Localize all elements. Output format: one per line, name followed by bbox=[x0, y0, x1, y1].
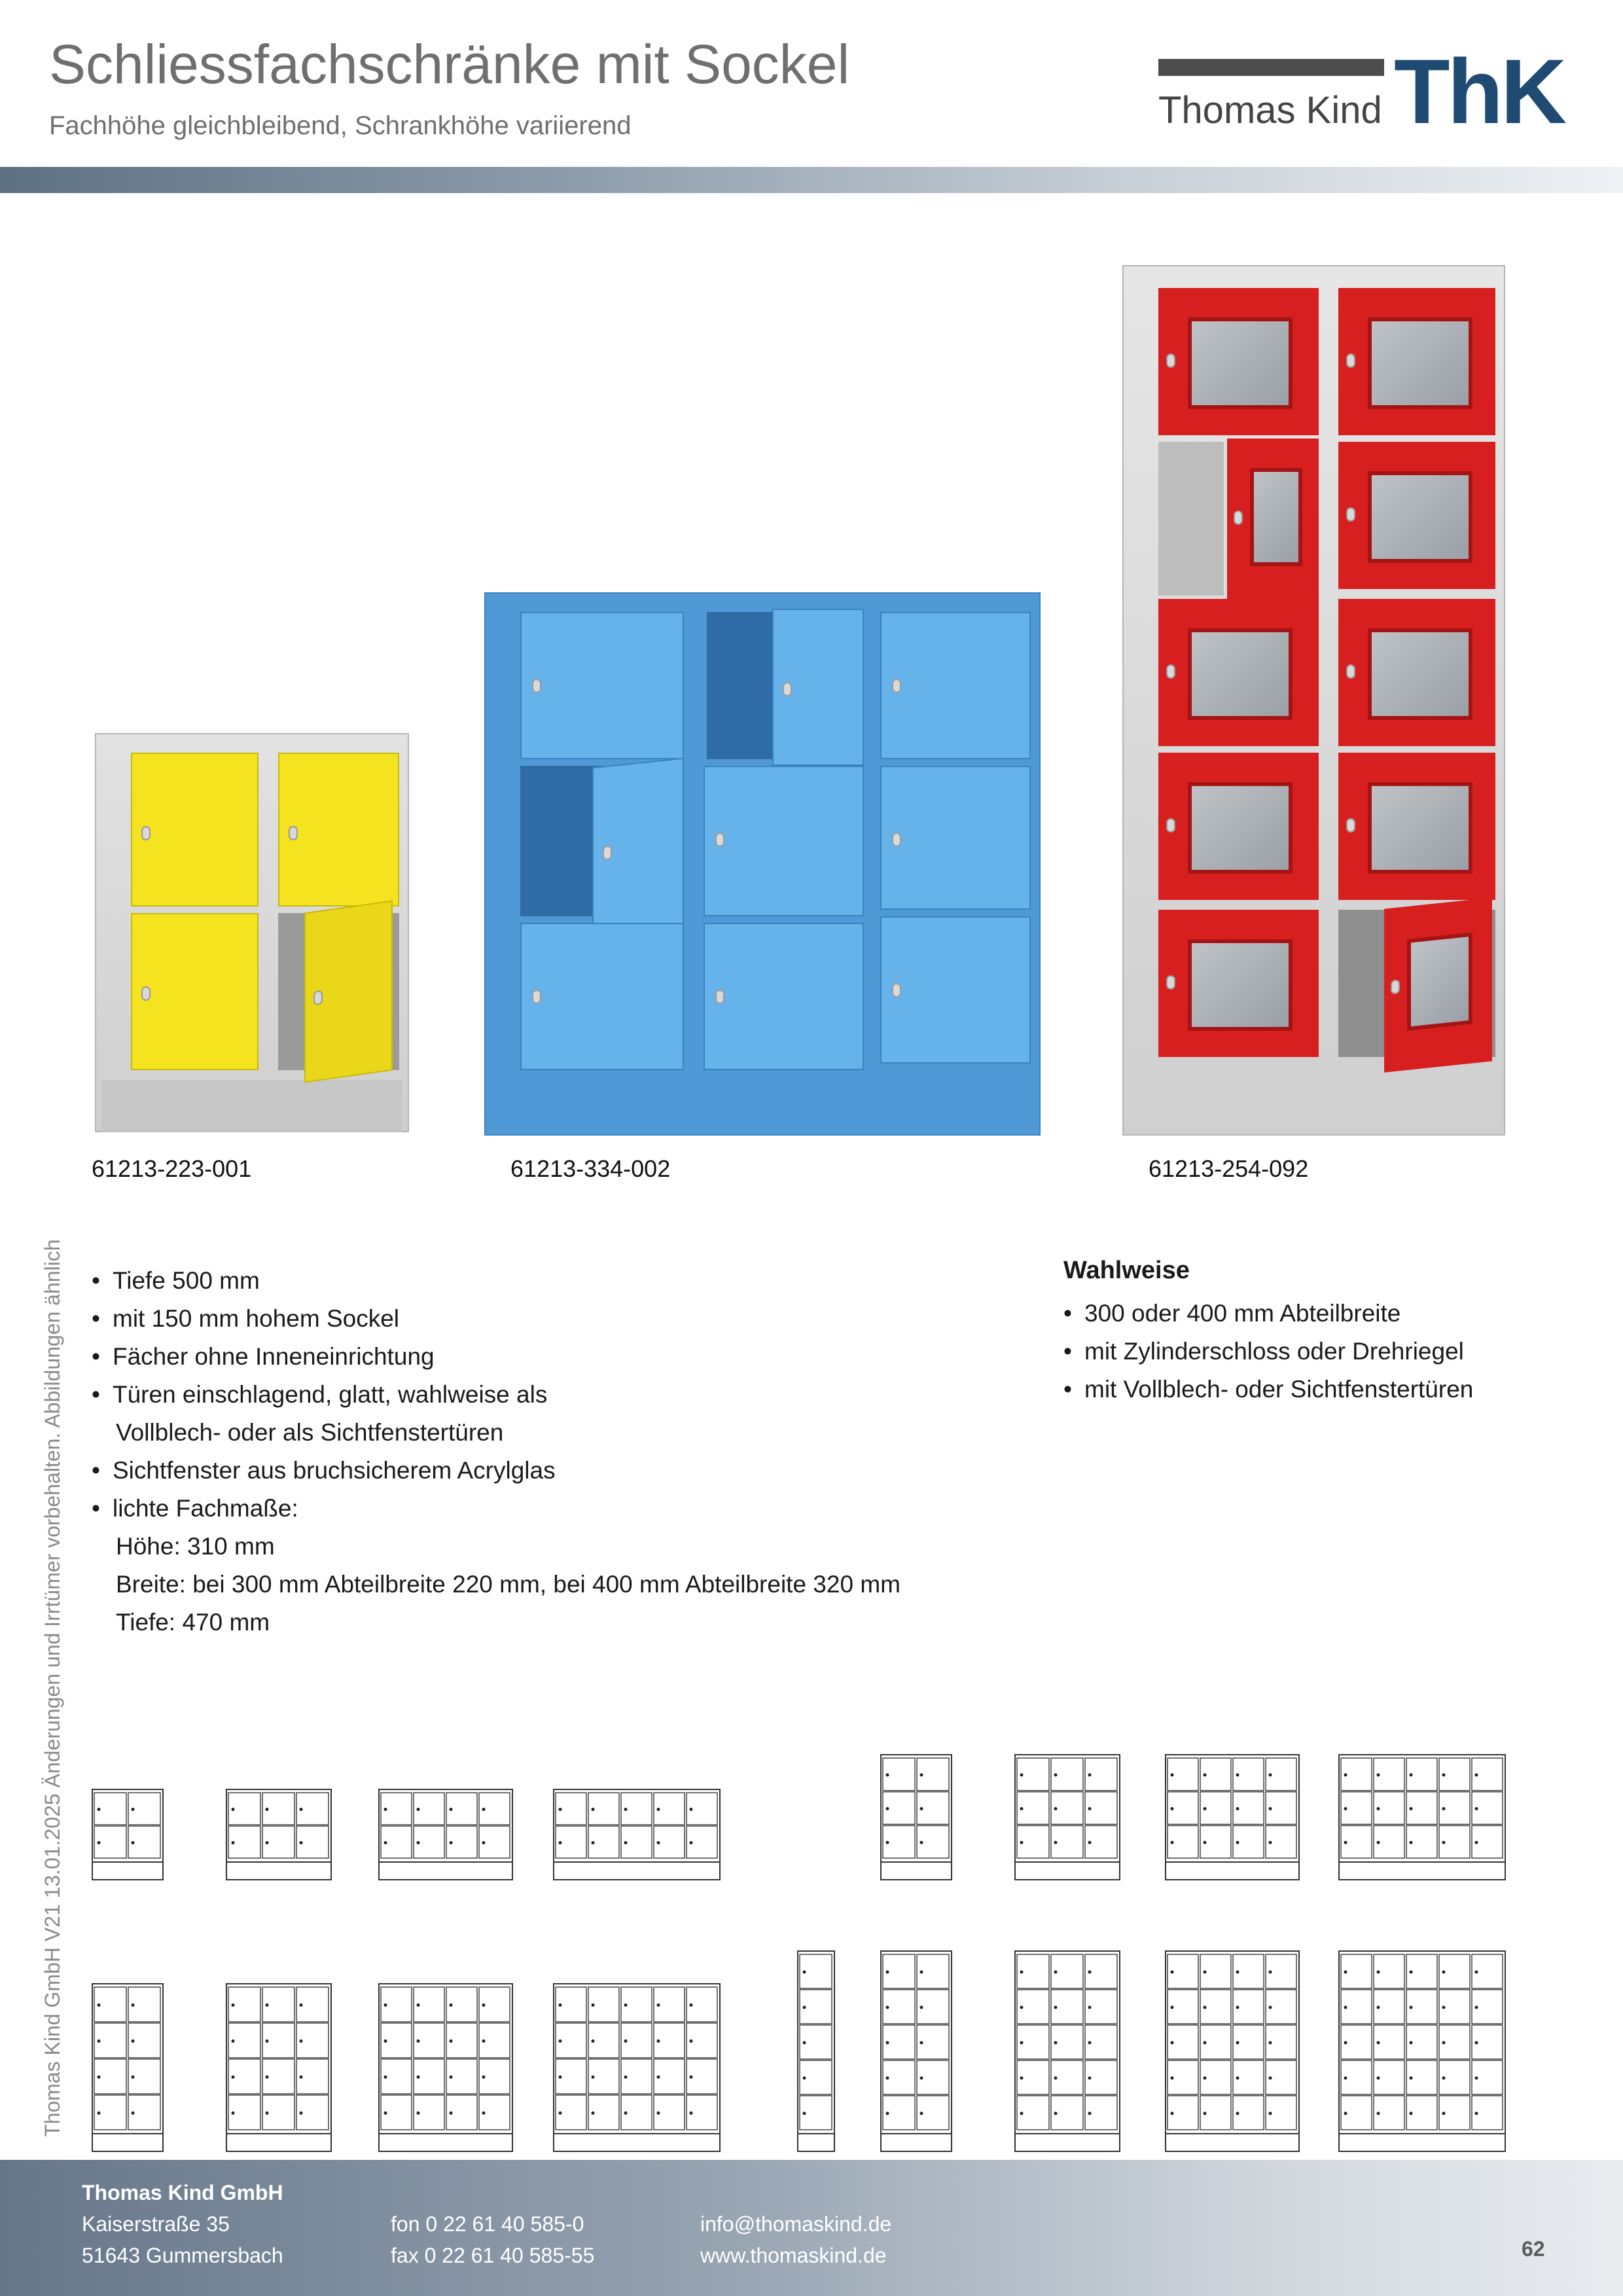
optional-heading: Wahlweise bbox=[1063, 1257, 1190, 1284]
locker-door bbox=[880, 766, 1031, 910]
feature-subitem: Breite: bei 300 mm Abteilbreite 220 mm, bei 400 mm Abteilbreite 320 mm bbox=[116, 1571, 901, 1598]
optional-item: • mit Zylinderschloss oder Drehriegel bbox=[1063, 1333, 1473, 1371]
product-image-red-locker bbox=[1122, 265, 1505, 1136]
locker-line-drawing bbox=[1165, 1950, 1300, 2152]
locker-door-window bbox=[1338, 599, 1495, 746]
locker-door-window bbox=[1158, 288, 1319, 435]
locker-door bbox=[278, 753, 399, 906]
locker-line-drawing bbox=[1165, 1754, 1300, 1880]
locker-line-drawing bbox=[226, 1789, 332, 1880]
locker-door bbox=[131, 913, 259, 1070]
locker-door-window-open bbox=[1384, 897, 1492, 1072]
feature-item: • Türen einschlagend, glatt, wahlweise als bbox=[92, 1376, 901, 1414]
footer-email-link[interactable]: info@thomaskind.de bbox=[700, 2212, 892, 2236]
page-number: 62 bbox=[1522, 2237, 1545, 2261]
logo-mark: ThK bbox=[1394, 40, 1565, 143]
header-gradient-band bbox=[0, 167, 1623, 193]
locker-door-open bbox=[592, 758, 684, 941]
locker-door bbox=[131, 753, 259, 906]
footer-web-link[interactable]: www.thomaskind.de bbox=[700, 2244, 887, 2267]
product-code: 61213-223-001 bbox=[92, 1155, 252, 1182]
product-code: 61213-334-002 bbox=[510, 1155, 671, 1182]
product-image-yellow-locker bbox=[95, 733, 409, 1132]
locker-line-drawing bbox=[553, 1789, 721, 1880]
feature-subitem: Höhe: 310 mm bbox=[116, 1533, 275, 1560]
feature-subitem: Tiefe: 470 mm bbox=[116, 1609, 270, 1636]
locker-door-window-open bbox=[1227, 439, 1319, 602]
feature-item: • Sichtfenster aus bruchsicherem Acrylglas bbox=[92, 1452, 901, 1490]
page-subtitle: Fachhöhe gleichbleibend, Schrankhöhe variierend bbox=[49, 111, 632, 140]
footer-company: Thomas Kind GmbH bbox=[82, 2181, 283, 2204]
locker-line-drawing bbox=[92, 1789, 164, 1880]
feature-list bbox=[92, 1262, 901, 1641]
locker-door-window bbox=[1338, 288, 1495, 435]
optional-item: • 300 oder 400 mm Abteilbreite bbox=[1063, 1295, 1473, 1333]
locker-door-window bbox=[1158, 753, 1319, 900]
locker-line-drawing bbox=[378, 1789, 513, 1880]
logo-company-name: Thomas Kind bbox=[1158, 89, 1382, 132]
locker-door bbox=[704, 766, 864, 916]
locker-door-open bbox=[304, 901, 393, 1083]
locker-door-window bbox=[1158, 910, 1319, 1057]
locker-line-drawing bbox=[1014, 1950, 1120, 2152]
feature-item: • lichte Fachmaße: bbox=[92, 1490, 901, 1528]
locker-line-drawing bbox=[1014, 1754, 1120, 1880]
feature-item: • Fächer ohne Inneneinrichtung bbox=[92, 1338, 901, 1376]
locker-door bbox=[704, 923, 864, 1070]
locker-door bbox=[520, 923, 684, 1070]
feature-item: • Tiefe 500 mm bbox=[92, 1262, 901, 1300]
locker-door bbox=[880, 612, 1031, 759]
locker-line-drawing bbox=[1338, 1754, 1506, 1880]
locker-line-drawing bbox=[797, 1950, 835, 2152]
optional-list bbox=[1063, 1295, 1473, 1408]
footer-fax: fax 0 22 61 40 585-55 bbox=[391, 2244, 595, 2267]
locker-line-drawing bbox=[1338, 1950, 1506, 2152]
logo-bar bbox=[1158, 59, 1384, 76]
locker-door-window bbox=[1338, 753, 1495, 900]
locker-door-window bbox=[1158, 599, 1319, 746]
locker-line-drawing bbox=[880, 1754, 952, 1880]
locker-line-drawing bbox=[553, 1983, 721, 2152]
product-code: 61213-254-092 bbox=[1149, 1155, 1309, 1182]
locker-door-window bbox=[1338, 442, 1495, 589]
product-image-blue-locker bbox=[484, 592, 1041, 1136]
locker-line-drawing bbox=[226, 1983, 332, 2152]
optional-item: • mit Vollblech- oder Sichtfenstertüren bbox=[1063, 1371, 1473, 1408]
feature-item: • mit 150 mm hohem Sockel bbox=[92, 1300, 901, 1338]
locker-line-drawing bbox=[92, 1983, 164, 2152]
locker-line-drawing bbox=[880, 1950, 952, 2152]
locker-door bbox=[520, 612, 684, 759]
footer-phone: fon 0 22 61 40 585-0 bbox=[391, 2212, 584, 2236]
locker-door bbox=[880, 916, 1031, 1064]
footer-street: Kaiserstraße 35 bbox=[82, 2212, 230, 2236]
feature-item-continued: Vollblech- oder als Sichtfenstertüren bbox=[116, 1419, 504, 1446]
locker-line-drawing bbox=[378, 1983, 513, 2152]
footer-city: 51643 Gummersbach bbox=[82, 2244, 283, 2267]
locker-door-open bbox=[772, 609, 864, 766]
page-title: Schliessfachschränke mit Sockel bbox=[49, 33, 850, 95]
side-disclaimer: Thomas Kind GmbH V21 13.01.2025 Änderungen und Irrtümer vorbehalten. Abbildungen ähnlich bbox=[41, 1239, 64, 2137]
